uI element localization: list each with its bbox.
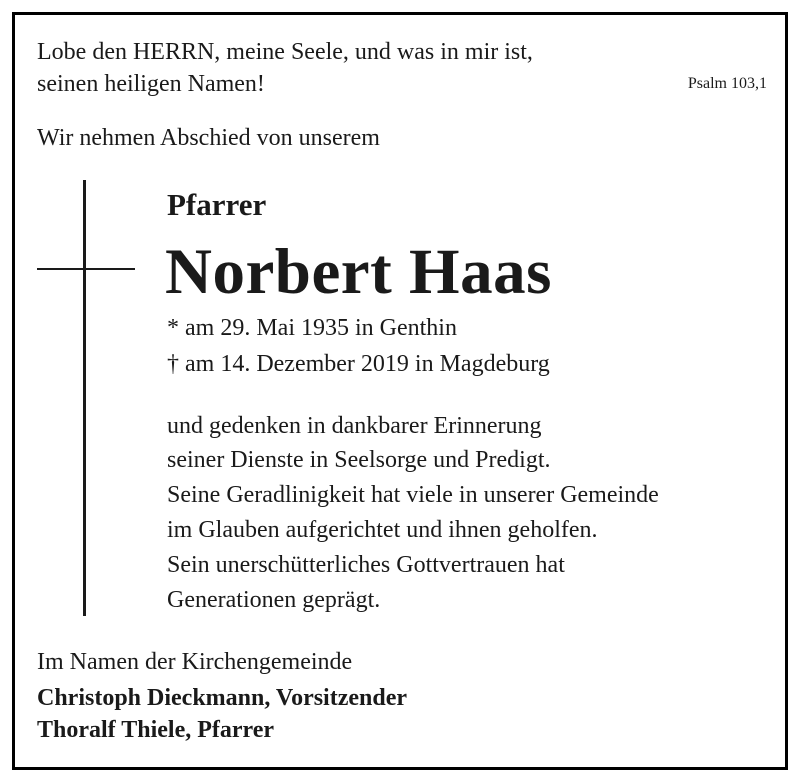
verse-line-1: Lobe den HERRN, meine Seele, und was in mir ist,	[37, 39, 533, 65]
tribute-line: Seine Geradlinigkeit hat viele in unserer Gemeinde	[167, 482, 659, 508]
cross-icon-bar	[37, 268, 135, 270]
death-date: † am 14. Dezember 2019 in Magdeburg	[167, 351, 550, 377]
tribute-line: Sein unerschütterliches Gottvertrauen hat	[167, 552, 565, 578]
cross-icon	[83, 180, 86, 616]
verse-reference: Psalm 103,1	[687, 75, 767, 92]
tribute-line: im Glauben aufgerichtet und ihnen geholfen.	[167, 517, 598, 543]
signature-intro: Im Namen der Kirchengemeinde	[37, 649, 353, 675]
deceased-title: Pfarrer	[167, 187, 267, 222]
signatory-name: Christoph Dieckmann, Vorsitzender	[37, 685, 408, 711]
verse-line-2: seinen heiligen Namen!	[37, 71, 265, 97]
tribute-line: und gedenken in dankbarer Erinnerung	[167, 413, 542, 439]
tribute-line: seiner Dienste in Seelsorge und Predigt.	[167, 447, 551, 473]
intro-text: Wir nehmen Abschied von unserem	[37, 125, 380, 151]
signatory-name: Thoralf Thiele, Pfarrer	[37, 717, 275, 743]
birth-date: * am 29. Mai 1935 in Genthin	[167, 315, 457, 341]
tribute-line: Generationen geprägt.	[167, 587, 381, 613]
deceased-name: Norbert Haas	[165, 236, 552, 308]
obituary-notice	[12, 12, 788, 770]
